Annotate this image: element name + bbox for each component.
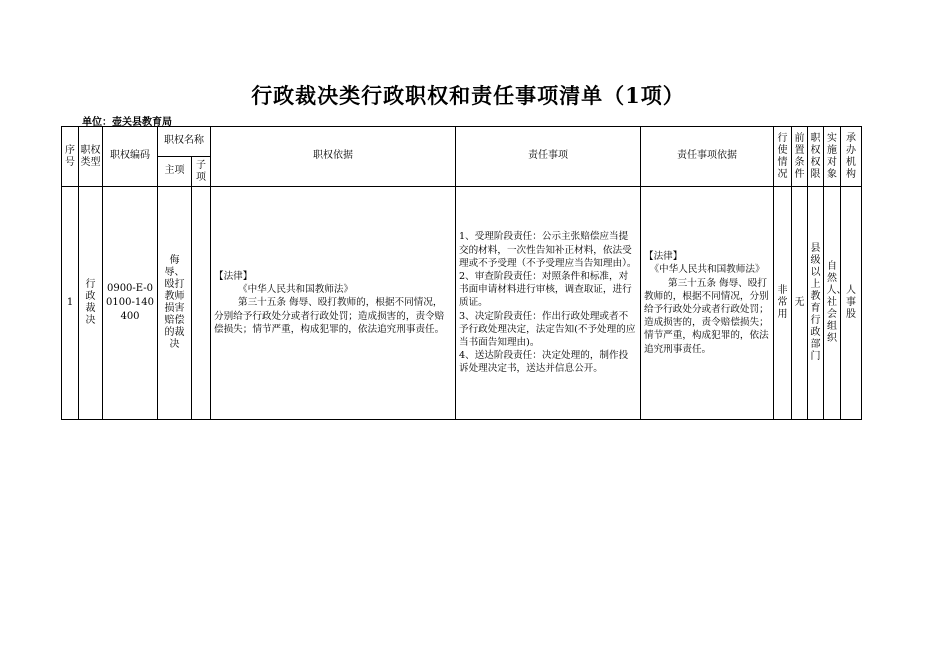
- header-code: 职权编码: [103, 127, 158, 187]
- header-exercise: 行使情况: [774, 127, 792, 187]
- duties-basis-article: 第三十五条 侮辱、殴打教师的，根据不同情况，分别给予行政处分或者行政处罚；造成损害的，责令赔偿损失；情节严重，构成犯罪的，依法追究刑事责任。: [644, 277, 769, 355]
- cell-main-item: 侮辱、殴打教师损害赔偿的裁决: [158, 187, 192, 420]
- basis-law-head: 【法律】: [214, 270, 253, 282]
- header-main-item: 主项: [158, 157, 192, 187]
- basis-article: 第三十五条 侮辱、殴打教师的，根据不同情况，分别给予行政处分或者行政处罚；造成损害的，责令赔偿损失；情节严重，构成犯罪的，依法追究刑事责任。: [214, 297, 445, 335]
- cell-sub-item: [192, 187, 211, 420]
- duty-item: 3、决定阶段责任：作出行政处理或者不予行政处理决定，法定告知(不予处理的应当书面告知理由)。: [459, 310, 636, 348]
- cell-exercise: 非常用: [774, 187, 792, 420]
- cell-seq: 1: [62, 187, 79, 420]
- header-target: 实施对象: [824, 127, 841, 187]
- header-basis: 职权依据: [211, 127, 456, 187]
- header-seq: 序号: [62, 127, 79, 187]
- header-row-1: [62, 127, 862, 157]
- duty-item: 1、受理阶段责任：公示主张赔偿应当提交的材料，一次性告知补正材料，依法受理或不予受理（不予受理应当告知理由）。: [459, 231, 637, 269]
- header-authority-limit: 职权权限: [808, 127, 824, 187]
- cell-precondition: 无: [792, 187, 808, 420]
- duties-basis-law-head: 【法律】: [644, 251, 683, 263]
- cell-target: 自然人、社会组织: [824, 187, 841, 420]
- duty-item: 4、送达阶段责任：决定处理的，制作投诉处理决定书，送达并信息公开。: [459, 350, 629, 375]
- duties-basis-law-title: 《中华人民共和国教师法》: [649, 264, 765, 276]
- page-title: 行政裁决类行政职权和责任事项清单（1项）: [251, 83, 685, 108]
- header-sub-item: 子项: [192, 157, 211, 187]
- table-row: [62, 187, 862, 420]
- cell-basis: [211, 187, 456, 420]
- header-name-group: 职权名称: [158, 127, 211, 157]
- unit-label: 单位：壶关县教育局: [82, 117, 172, 128]
- basis-law-title: 《中华人民共和国教师法》: [238, 284, 354, 296]
- cell-type: 行政裁决: [79, 187, 103, 420]
- header-handler: 承办机构: [841, 127, 862, 187]
- responsibility-table: [61, 126, 862, 420]
- header-duties-basis: 责任事项依据: [641, 127, 774, 187]
- header-precondition: 前置条件: [792, 127, 808, 187]
- duty-item: 2、审查阶段责任：对照条件和标准，对书面申请材料进行审核，调查取证，进行质证。: [459, 270, 632, 309]
- header-duties: 责任事项: [456, 127, 641, 187]
- cell-duties-basis: [641, 187, 774, 420]
- header-type: 职权类型: [79, 127, 103, 187]
- cell-handler: 人事股: [841, 187, 862, 420]
- cell-code: 0900-E-00100-140400: [103, 187, 158, 420]
- cell-authority-limit: 县级以上教育行政部门: [808, 187, 824, 420]
- cell-duties: [456, 187, 641, 420]
